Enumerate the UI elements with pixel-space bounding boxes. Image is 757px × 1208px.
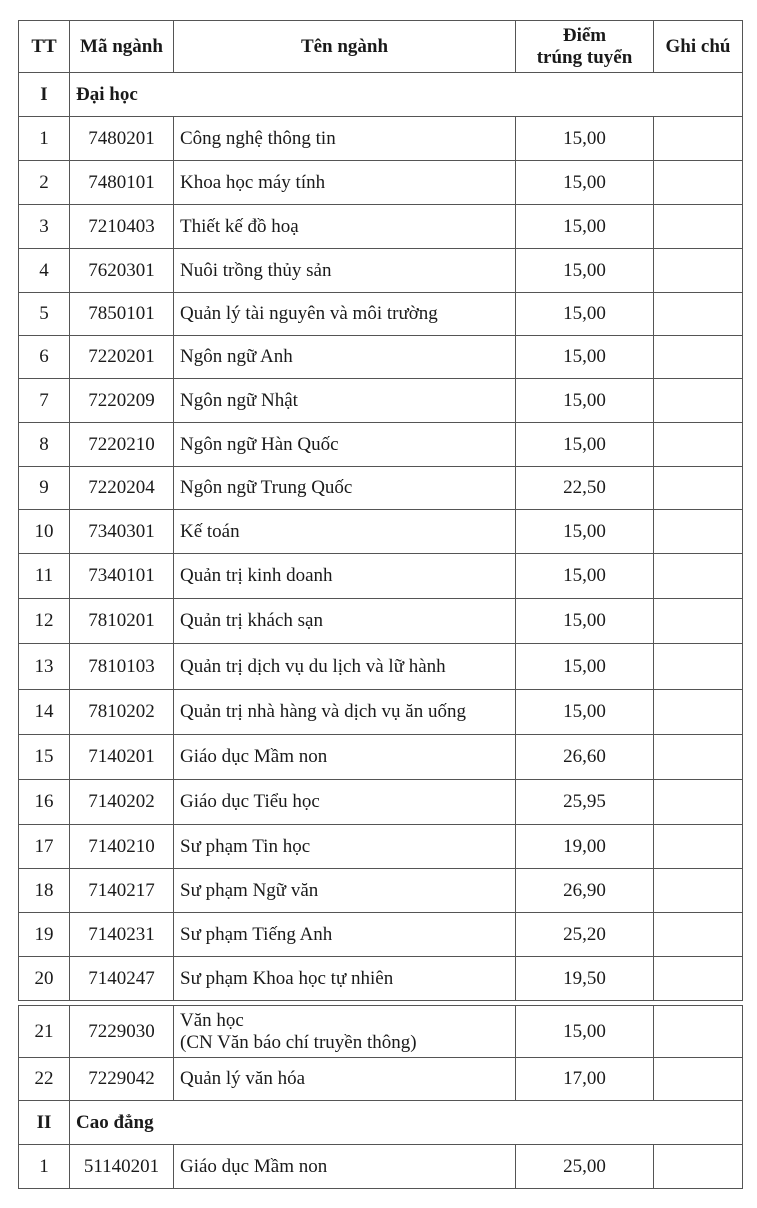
row-score: 15,00	[516, 510, 654, 554]
table-row	[19, 554, 743, 599]
row-score: 15,00	[516, 1006, 654, 1058]
section-title: Cao đẳng	[70, 1101, 743, 1145]
row-name: Giáo dục Mầm non	[174, 735, 516, 780]
section1-body	[19, 117, 743, 1001]
header-row	[19, 21, 743, 73]
row-score: 15,00	[516, 423, 654, 467]
row-name: Quản trị kinh doanh	[174, 554, 516, 599]
header-note: Ghi chú	[654, 21, 743, 73]
table-row	[19, 379, 743, 423]
row-score: 26,60	[516, 735, 654, 780]
row-code: 7810201	[70, 599, 174, 644]
row-note	[654, 1058, 743, 1101]
row-tt: 21	[19, 1006, 70, 1058]
row-tt: 12	[19, 599, 70, 644]
row-score: 15,00	[516, 161, 654, 205]
row-name: Thiết kế đồ hoạ	[174, 205, 516, 249]
row-tt: 7	[19, 379, 70, 423]
row-note	[654, 554, 743, 599]
table-row	[19, 869, 743, 913]
row-name-line1: Văn học	[180, 1009, 244, 1031]
row-tt: 14	[19, 690, 70, 735]
table-row	[19, 957, 743, 1001]
table-row	[19, 599, 743, 644]
row-tt: 5	[19, 293, 70, 336]
row-note	[654, 336, 743, 379]
row-score: 15,00	[516, 379, 654, 423]
row-note	[654, 293, 743, 336]
table-row	[19, 780, 743, 825]
row-name: Khoa học máy tính	[174, 161, 516, 205]
row-name: Ngôn ngữ Hàn Quốc	[174, 423, 516, 467]
row-tt: 9	[19, 467, 70, 510]
table-row	[19, 1006, 743, 1058]
row-code: 7620301	[70, 249, 174, 293]
row-note	[654, 467, 743, 510]
row-note	[654, 249, 743, 293]
row-score: 25,20	[516, 913, 654, 957]
admission-table-part2	[18, 1005, 743, 1189]
row-note	[654, 117, 743, 161]
row-code: 7340101	[70, 554, 174, 599]
row-name: Công nghệ thông tin	[174, 117, 516, 161]
row-code: 7480101	[70, 161, 174, 205]
admission-table-part1	[18, 20, 743, 1001]
row-note	[654, 1145, 743, 1189]
row-code: 7810103	[70, 644, 174, 690]
row-code: 7340301	[70, 510, 174, 554]
row-score: 15,00	[516, 554, 654, 599]
row-code: 51140201	[70, 1145, 174, 1189]
row-code: 7140247	[70, 957, 174, 1001]
row-tt: 2	[19, 161, 70, 205]
row-tt: 20	[19, 957, 70, 1001]
table-row	[19, 510, 743, 554]
row-score: 15,00	[516, 205, 654, 249]
row-code: 7850101	[70, 293, 174, 336]
row-code: 7220210	[70, 423, 174, 467]
section-title: Đại học	[70, 73, 743, 117]
row-code: 7220209	[70, 379, 174, 423]
row-score: 25,00	[516, 1145, 654, 1189]
row-code: 7140202	[70, 780, 174, 825]
row-note	[654, 780, 743, 825]
row-code: 7220201	[70, 336, 174, 379]
row-code: 7480201	[70, 117, 174, 161]
row-code: 7140201	[70, 735, 174, 780]
row-score: 15,00	[516, 690, 654, 735]
row-score: 19,00	[516, 825, 654, 869]
table-row	[19, 644, 743, 690]
row-name: Giáo dục Tiểu học	[174, 780, 516, 825]
table-row	[19, 690, 743, 735]
header-score	[516, 21, 654, 73]
row-tt: 17	[19, 825, 70, 869]
row-code: 7140231	[70, 913, 174, 957]
row-code: 7810202	[70, 690, 174, 735]
table-row	[19, 467, 743, 510]
table-row	[19, 1145, 743, 1189]
row-note	[654, 423, 743, 467]
row-code: 7229030	[70, 1006, 174, 1058]
row-name: Ngôn ngữ Nhật	[174, 379, 516, 423]
row-tt: 1	[19, 1145, 70, 1189]
row-note	[654, 1006, 743, 1058]
row-note	[654, 913, 743, 957]
row-code: 7210403	[70, 205, 174, 249]
row-tt: 3	[19, 205, 70, 249]
table-row	[19, 913, 743, 957]
row-score: 15,00	[516, 599, 654, 644]
row-tt: 19	[19, 913, 70, 957]
row-name-line2: (CN Văn báo chí truyền thông)	[180, 1031, 417, 1053]
row-note	[654, 644, 743, 690]
row-name: Sư phạm Tiếng Anh	[174, 913, 516, 957]
row-tt: 11	[19, 554, 70, 599]
row-score: 15,00	[516, 117, 654, 161]
row-code: 7229042	[70, 1058, 174, 1101]
header-name: Tên ngành	[174, 21, 516, 73]
row-score: 26,90	[516, 869, 654, 913]
row-note	[654, 379, 743, 423]
table-row	[19, 293, 743, 336]
section-row	[19, 73, 743, 117]
table-row	[19, 825, 743, 869]
row-score: 15,00	[516, 293, 654, 336]
table-row	[19, 1058, 743, 1101]
row-note	[654, 957, 743, 1001]
row-name: Kế toán	[174, 510, 516, 554]
table-row	[19, 735, 743, 780]
row-note	[654, 161, 743, 205]
row-name: Sư phạm Ngữ văn	[174, 869, 516, 913]
row-tt: 15	[19, 735, 70, 780]
header-tt: TT	[19, 21, 70, 73]
row-tt: 4	[19, 249, 70, 293]
header-score-line1: Điểm	[562, 24, 607, 46]
section-roman: II	[19, 1101, 70, 1145]
row-score: 15,00	[516, 336, 654, 379]
row-note	[654, 869, 743, 913]
row-note	[654, 205, 743, 249]
row-tt: 13	[19, 644, 70, 690]
row-code: 7140210	[70, 825, 174, 869]
row-name: Quản lý văn hóa	[174, 1058, 516, 1101]
row-code: 7220204	[70, 467, 174, 510]
row-name: Sư phạm Tin học	[174, 825, 516, 869]
row-score: 15,00	[516, 249, 654, 293]
header-code: Mã ngành	[70, 21, 174, 73]
row-name: Quản lý tài nguyên và môi trường	[174, 293, 516, 336]
row-name: Ngôn ngữ Trung Quốc	[174, 467, 516, 510]
row-tt: 8	[19, 423, 70, 467]
row-tt: 16	[19, 780, 70, 825]
row-name	[174, 1006, 516, 1058]
row-score: 25,95	[516, 780, 654, 825]
row-note	[654, 599, 743, 644]
row-tt: 6	[19, 336, 70, 379]
row-score: 15,00	[516, 644, 654, 690]
row-name: Sư phạm Khoa học tự nhiên	[174, 957, 516, 1001]
row-tt: 22	[19, 1058, 70, 1101]
row-score: 22,50	[516, 467, 654, 510]
table-row	[19, 423, 743, 467]
row-name: Ngôn ngữ Anh	[174, 336, 516, 379]
row-tt: 1	[19, 117, 70, 161]
row-note	[654, 735, 743, 780]
row-tt: 10	[19, 510, 70, 554]
table-row	[19, 161, 743, 205]
row-note	[654, 825, 743, 869]
row-note	[654, 510, 743, 554]
header-score-line2: trúng tuyển	[536, 46, 633, 68]
section-row	[19, 1101, 743, 1145]
section-roman: I	[19, 73, 70, 117]
row-name: Quản trị nhà hàng và dịch vụ ăn uống	[174, 690, 516, 735]
row-score: 19,50	[516, 957, 654, 1001]
row-name: Nuôi trồng thủy sản	[174, 249, 516, 293]
row-code: 7140217	[70, 869, 174, 913]
row-name: Quản trị dịch vụ du lịch và lữ hành	[174, 644, 516, 690]
row-tt: 18	[19, 869, 70, 913]
table-row	[19, 117, 743, 161]
row-name: Quản trị khách sạn	[174, 599, 516, 644]
table-row	[19, 205, 743, 249]
row-note	[654, 690, 743, 735]
row-name: Giáo dục Mầm non	[174, 1145, 516, 1189]
row-score: 17,00	[516, 1058, 654, 1101]
table-row	[19, 249, 743, 293]
table-row	[19, 336, 743, 379]
